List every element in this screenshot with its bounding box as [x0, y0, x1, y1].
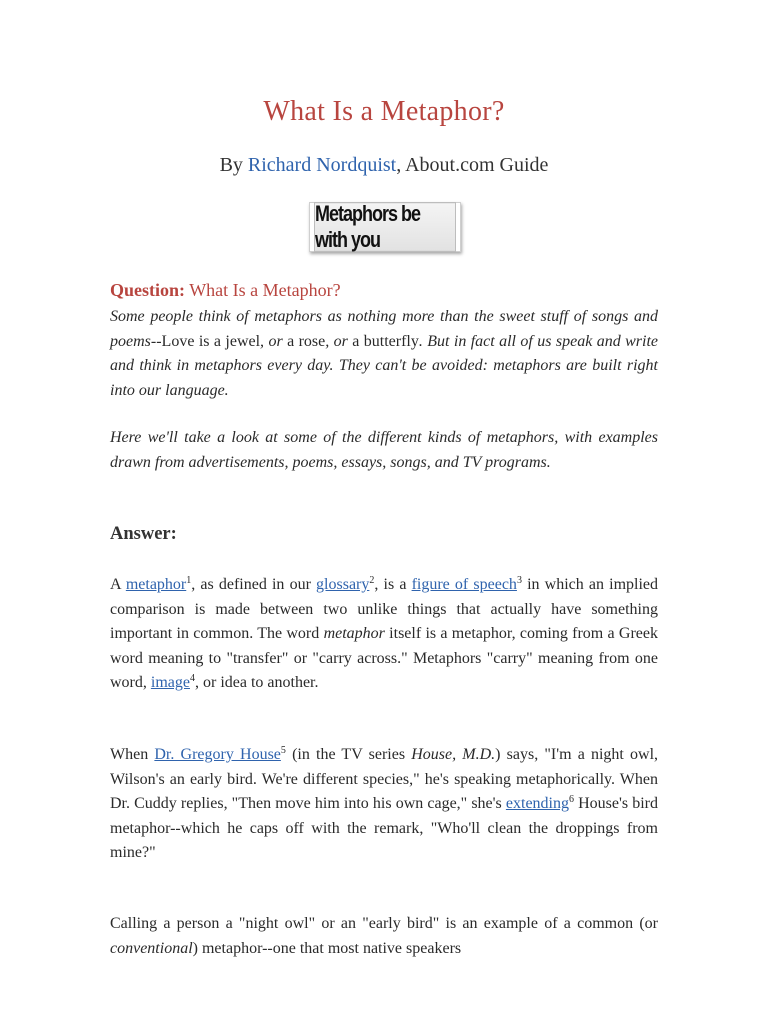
intro-text: , or [260, 332, 288, 350]
body-text: in which an implied comparison is made between two unlike things that actually have something important in common. The word [110, 576, 659, 642]
footnote-marker: 1 [186, 575, 192, 586]
body-text: ) metaphor--one that most native speakers [192, 939, 462, 957]
body-text: House's bird metaphor--which he caps off with the remark, "Who'll clean the droppings from mine?" [110, 795, 658, 861]
body-text: When [110, 746, 155, 763]
footnote-marker: 5 [280, 745, 286, 756]
metaphor-link[interactable]: metaphor [125, 576, 187, 593]
body-text: , as defined in our [191, 576, 317, 593]
body-text: itself is a metaphor, coming from a Greek word meaning to "transfer" or "carry across." Metaphors "carry" meaning from one word, [110, 625, 659, 691]
question-text: What Is a Metaphor? [185, 280, 341, 300]
body-text: ) says, "I'm a night owl, Wilson's an early bird. We're different species," he's speaking metaphorically. When Dr. Cuddy replies, "Then move him into his own cage," she's [110, 746, 659, 812]
emphasis-text: conventional [110, 939, 193, 957]
intro-example: a butterfly [352, 332, 419, 350]
body-text: , is a [374, 576, 412, 593]
byline-suffix: , About.com Guide [396, 154, 549, 176]
body-text: , or idea to another. [194, 674, 319, 691]
banner-image [309, 202, 461, 252]
body-text: (in the TV series [285, 746, 412, 763]
intro-text: Some people think of metaphors as nothing more than the sweet stuff of songs and poems [110, 308, 658, 350]
author-link[interactable]: Richard Nordquist [247, 154, 397, 176]
footnote-marker: 4 [189, 673, 195, 684]
question-label: Question: [110, 280, 186, 300]
banner-text: Metaphors be with you [314, 202, 456, 252]
footnote-marker: 3 [516, 575, 522, 586]
emphasis-text: metaphor [323, 625, 385, 642]
image-link[interactable]: image [150, 674, 190, 691]
question-heading [110, 280, 341, 301]
figure-of-speech-link[interactable]: figure of speech [411, 576, 517, 593]
footnote-marker: 2 [369, 575, 375, 586]
body-text: A [110, 576, 126, 593]
intro-example: a rose [287, 332, 326, 350]
answer-heading: Answer: [110, 524, 177, 544]
body-text: Calling a person a "night owl" or an "early bird" is an example of a common (or [110, 915, 658, 932]
intro-text: , or [325, 332, 353, 350]
byline-prefix: By [219, 154, 248, 176]
emphasis-text: House, M.D. [411, 746, 496, 763]
intro-text: . But in fact all of us speak and write and think in metaphors every day. They can't be avoided: metaphors are built right into our language. [110, 332, 658, 399]
intro-paragraph-1 [110, 305, 658, 403]
footnote-marker: 6 [568, 794, 574, 805]
byline [110, 154, 658, 177]
glossary-link[interactable]: glossary [316, 576, 370, 593]
gregory-house-link[interactable]: Dr. Gregory House [154, 746, 281, 763]
answer-paragraph-3 [110, 912, 658, 961]
intro-example: --Love is a jewel [150, 332, 261, 350]
intro-paragraph-2: Here we'll take a look at some of the different kinds of metaphors, with examples drawn from advertisements, poems, essays, songs, and TV programs. [110, 429, 658, 471]
extending-link[interactable]: extending [505, 795, 569, 812]
answer-paragraph-2 [110, 743, 658, 866]
page-title: What Is a Metaphor? [263, 96, 505, 127]
answer-paragraph-1 [110, 573, 658, 696]
